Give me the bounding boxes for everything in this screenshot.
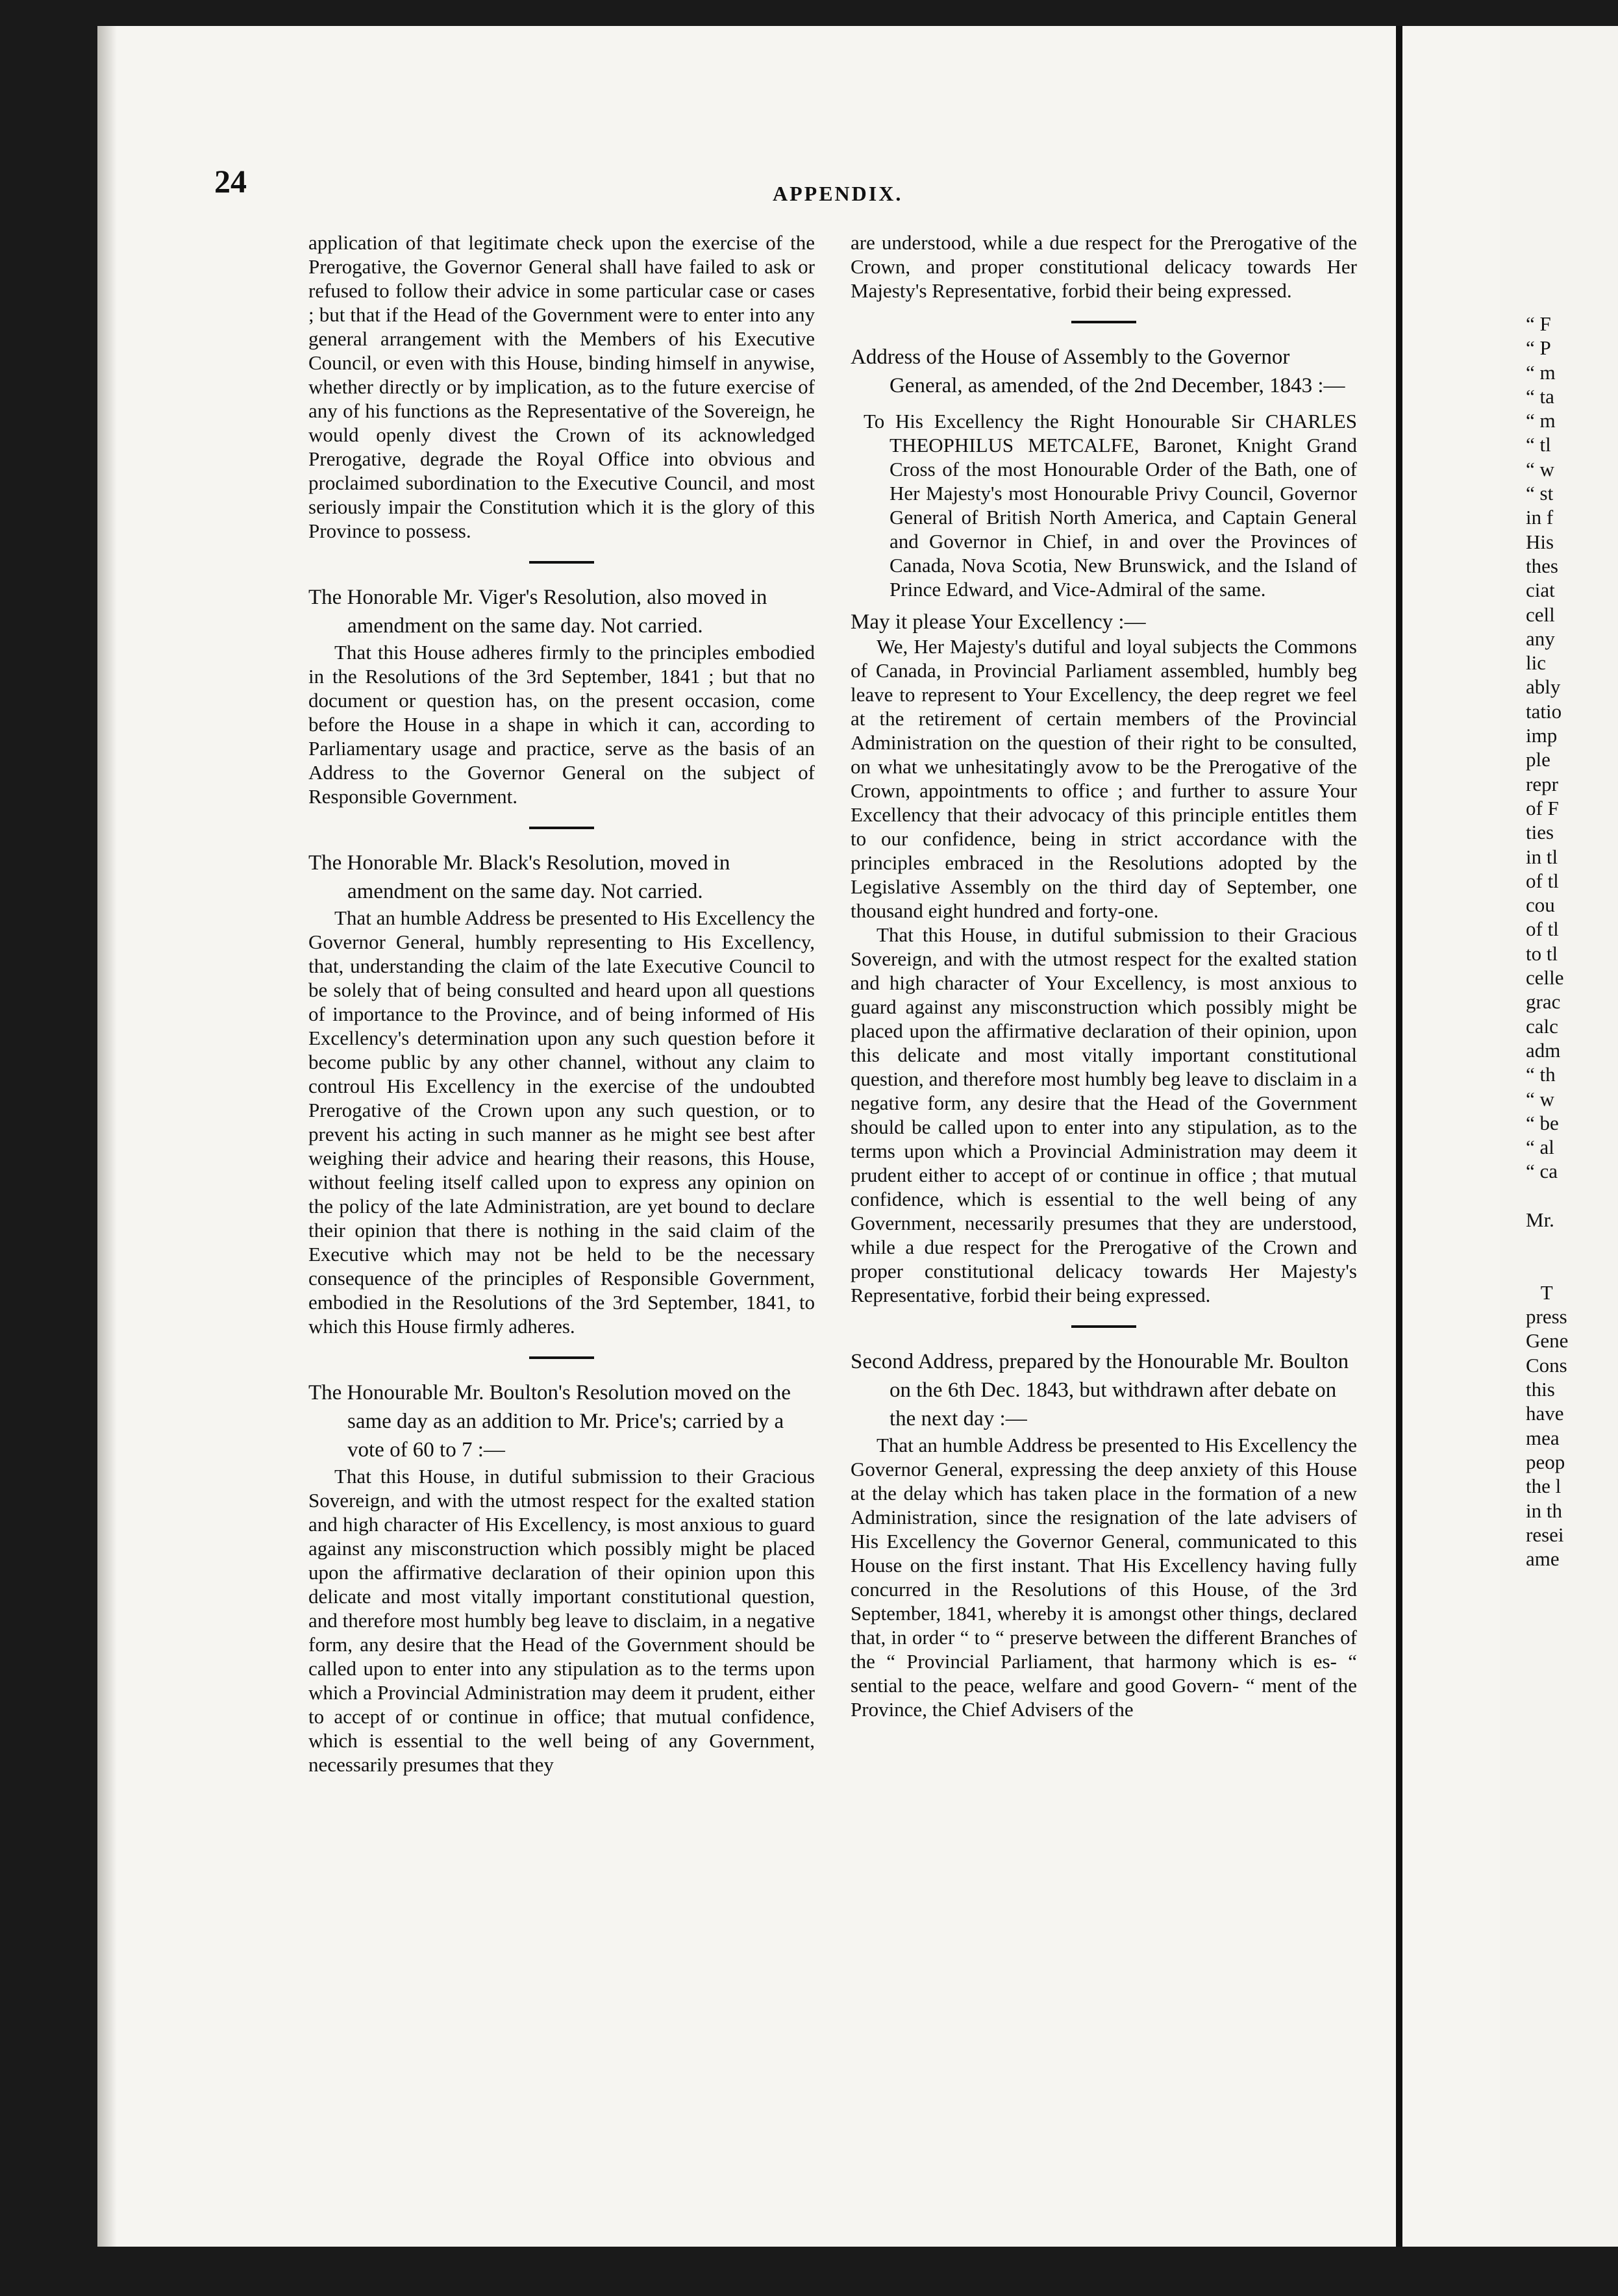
facing-page-text: “ F “ P “ m “ ta “ m “ tl “ w “ st in f His thes ciat cell any lic ably tatio imp ple repr of F ties in tl of tl cou of tl to tl celle grac calc adm “ th “ w “ be “ al “ ca Mr. T press Gene Cons this have mea peop the l in th resei ame: [1526, 312, 1569, 1571]
address-paragraph-2: That this House, in dutiful submission to their Gracious Sovereign, and with the utmost respect for the exalted station and high character of Your Excellency, is most anxious to guard against any misconstruction which possibly might be placed upon the affirmative declaration of their opinion, upon this delicate and most vitally important constitutional question, and therefore most humbly beg leave to disclaim in a negative form, any desire that the Head of the Government should be called upon to enter into any stipulation, as to the terms upon which a Provincial Administration may deem it prudent either to accept of or continue in office ; that mutual confidence, which is essential to the well being of any Government, necessarily presumes that they are understood, while a due respect for the Prerogative of the Crown and proper constitutional delicacy towards Her Majesty's Representative, forbid their being expressed.: [851, 923, 1357, 1306]
viger-resolution-text: That this House adheres firmly to the principles embodied in the Resolutions of the 3rd September, 1841 ; but that no document or question has, on the present occasion, come before the House in a shape in which it can, according to Parliamentary usage and practice, serve as the basis of an Address to the Governor General on the subject of Responsible Government.: [308, 641, 815, 808]
section-rule: [1071, 321, 1136, 323]
addressee-block: To His Excellency the Right Honourable Sir CHARLES THEOPHILUS METCALFE, Baronet, Knight Grand Cross of the most Honourable Order of the Bath, one of Her Majesty's most Honourable Privy Council, Governor General of British North America, and Captain General and Governor in Chief, in and over the Provinces of Canada, Nova Scotia, New Brunswick, and the Island of Prince Edward, and Vice-Admiral of the same.: [864, 410, 1357, 601]
section-rule: [529, 561, 594, 564]
facing-page: [1500, 26, 1618, 2247]
page-number: 24: [214, 163, 247, 199]
address-heading: Address of the House of Assembly to the Governor General, as amended, of the 2nd December, 1843 :—: [851, 345, 1345, 397]
viger-resolution-heading: The Honorable Mr. Viger's Resolution, also moved in amendment on the same day. Not carried.: [308, 586, 767, 638]
salutation: May it please Your Excellency :—: [851, 610, 1146, 634]
boulton-resolution-heading: The Honourable Mr. Boulton's Resolution moved on the same day as an addition to Mr. Price's; carried by a vote of 60 to 7 :—: [308, 1381, 791, 1462]
section-rule: [529, 827, 594, 829]
book-gutter: [1396, 26, 1402, 2247]
boulton-resolution-text: That this House, in dutiful submission to their Gracious Sovereign, and with the utmost respect for the exalted station and high character of His Excellency, is most anxious to guard against any misconstruction which possibly might be placed upon the affirmative declaration of their opinion upon this delicate and most vitally important constitutional question, and therefore most humbly beg leave to disclaim, in a negative form, any desire that the Head of the Government should be called upon to enter into any stipulation as to the terms upon which a Provincial Administration may deem it prudent, either to accept of or continue in office; that mutual confidence, which is essential to the well being of any Government, necessarily presumes that they: [308, 1465, 815, 1776]
address-paragraph-1: We, Her Majesty's dutiful and loyal subjects the Commons of Canada, in Provincial Parliament assembled, humbly beg leave to represent to Your Excellency, the deep regret we feel at the retirement of certain members of the Provincial Administration on the question of their right to be consulted, on what we unhesitatingly avow to be the Prerogative of the Crown, appointments to office ; and further to assure Your Excellency that their advocacy of this principle entitles them to our confidence, being in strict accordance with the principles embraced in the Resolutions adopted by the Legislative Assembly on the third day of September, one thousand eight hundred and forty-one.: [851, 635, 1357, 922]
continuation-paragraph: are understood, while a due respect for the Prerogative of the Crown, and proper constitutional delicacy towards Her Majesty's Representative, forbid their being expressed.: [851, 231, 1357, 302]
black-resolution-text: That an humble Address be presented to His Excellency the Governor General, humbly representing to His Excellency, that, understanding the claim of the late Executive Council to be solely that of being consulted and heard upon all questions of importance to the Province, and of being informed of His Excellency's determination upon any such question before it become public by any other channel, without any claim to controul His Excellency in the exercise of the undoubted Prerogative of the Crown upon any such question, or to prevent his acting in such manner as he might see best after weighing their advice and hearing their reasons, this House, without feeling itself called upon to express any opinion on the policy of the late Administration, are yet bound to declare their opinion that there is nothing in the said claim of the Executive which may not be held to be the necessary consequence of the principles of Responsible Government, embodied in the Resolutions of the 3rd September, 1841, to which this House firmly adheres.: [308, 906, 815, 1338]
continuation-paragraph: application of that legitimate check upon the exercise of the Prerogative, the Governor General shall have failed to ask or refused to follow their advice in some particular case or cases ; but that if the Head of the Government were to enter into any general arrangement with the Members of his Executive Council, or even with this House, binding himself in anywise, whether directly or by implication, as to the future exercise of any of his functions as the Representative of the Sovereign, he would openly divest the Crown of its acknowledged Prerogative, degrade the Royal Office into obvious and proclaimed subordination to the Executive Council, and most seriously impair the Constitution which it is the glory of this Province to possess.: [308, 231, 815, 542]
second-address-text: That an humble Address be presented to His Excellency the Governor General, expressing the deep anxiety of this House at the delay which has taken place in the formation of a new Administration, since the resignation of the late advisers of His Excellency the Governor General, communicated to this House on the first instant. That His Excellency having fully concurred in the Resolutions of this House, of the 3rd September, 1841, whereby it is amongst other things, declared that, in order “ to “ preserve between the different Branches of the “ Provincial Parliament, that harmony which is es- “ sential to the peace, welfare and good Govern- “ ment of the Province, the Chief Advisers of the: [851, 1434, 1357, 1721]
right-column: [851, 231, 1357, 1721]
second-address-heading: Second Address, prepared by the Honourable Mr. Boulton on the 6th Dec. 1843, but withdrawn after debate on the next day :—: [851, 1350, 1349, 1430]
running-head: APPENDIX.: [773, 182, 903, 205]
black-resolution-heading: The Honorable Mr. Black's Resolution, moved in amendment on the same day. Not carried.: [308, 851, 730, 903]
section-rule: [529, 1356, 594, 1359]
section-rule: [1071, 1325, 1136, 1328]
page-edge-shadow: [97, 26, 117, 2247]
left-column: [308, 231, 815, 1777]
